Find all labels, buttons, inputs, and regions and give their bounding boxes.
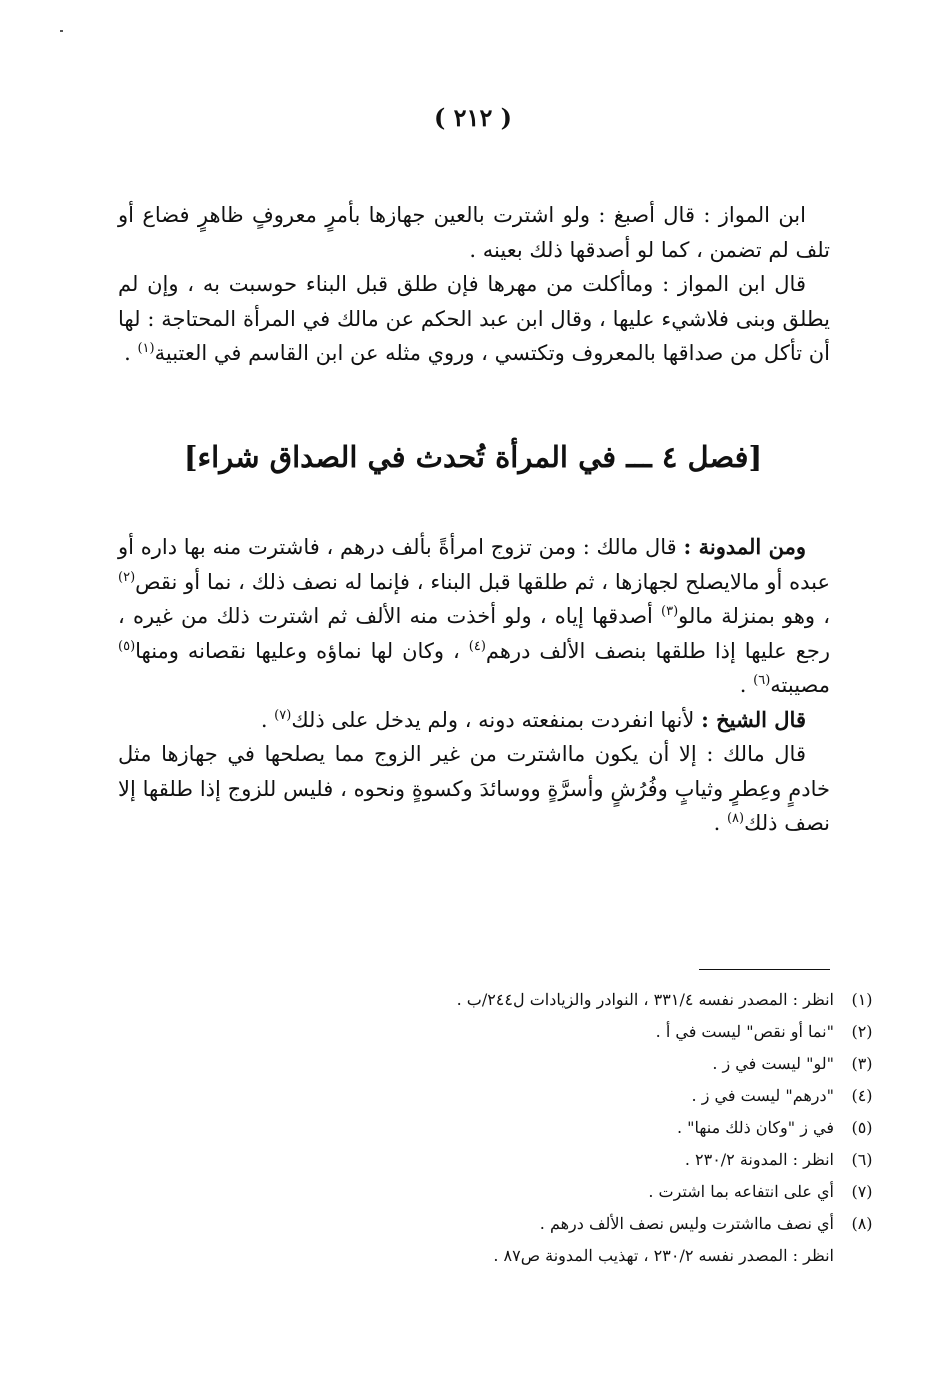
footnote-continuation: انظر : المصدر نفسه ٢٣٠/٢ ، تهذيب المدونة ص٨٧ .	[493, 1246, 834, 1265]
footnote-text: "نما أو نقص" ليست في أ .	[655, 1022, 834, 1041]
body-text: ، وهو بمنزلة مالو	[678, 604, 830, 628]
body-text: .	[713, 811, 727, 835]
footnote-ref-6[interactable]: (٦)	[753, 673, 771, 688]
footnote-number: (٥)	[851, 1118, 873, 1137]
footnote-text: انظر : المصدر نفسه ٣٣١/٤ ، النوادر والزيادات ل٢٤٤/ب .	[456, 990, 834, 1009]
footnote-item	[300, 1208, 890, 1240]
intro-paragraph-2-end: .	[124, 341, 138, 365]
footnote-text: أي نصف مااشترت وليس نصف الألف درهم .	[539, 1214, 834, 1233]
footnote-separator	[699, 969, 830, 970]
body-paragraph-1	[118, 530, 830, 703]
paragraph-lead: قال الشيخ :	[701, 706, 806, 732]
footnote-text: "درهم" ليست في ز .	[691, 1086, 834, 1105]
body-text: قال مالك : ومن تزوج امرأةً بألف درهم ، فاشترت منه بها داره أو عبده أو مالايصلح لجهازها ، ثم طلقها قبل البناء ، فإنما له نصف ذلك ، نما أو نقص	[118, 535, 830, 594]
paragraph-lead: ومن المدونة :	[683, 534, 806, 559]
body-text: لأنها انفردت بمنفعته دونه ، ولم يدخل على ذلك	[291, 707, 702, 732]
footnote-number: (٧)	[851, 1182, 873, 1201]
body-text: أصدقها إياه ، ولو أخذت منه الألف ثم اشترت ذلك من غيره ، رجع عليها إذا طلقها بنصف الألف درهم	[118, 604, 830, 663]
footnote-ref-2[interactable]: (٢)	[118, 569, 136, 585]
footnote-item	[300, 1080, 890, 1112]
footnote-number: (١)	[851, 990, 873, 1009]
footnote-text: "لو" ليست في ز .	[712, 1054, 834, 1073]
footnote-item	[300, 1016, 890, 1048]
body-section	[118, 530, 830, 841]
footnote-ref-7[interactable]: (٧)	[274, 707, 292, 723]
body-text: ، وكان لها نماؤه وعليها نقصانه ومنها	[135, 638, 469, 663]
footnote-item	[300, 1112, 890, 1144]
body-paragraph-3	[118, 737, 830, 841]
scan-speck	[60, 30, 63, 32]
intro-paragraph-1: ابن المواز : قال أصبغ : ولو اشترت بالعين جهازها بأمرٍ معروفٍ ظاهرٍ فضاع أو تلف لم تضمن ، كما لو أصدقها ذلك بعينه .	[118, 203, 830, 262]
footnote-number: (٤)	[851, 1086, 873, 1105]
footnote-ref-8[interactable]: (٨)	[726, 811, 745, 826]
intro-paragraph-2	[118, 267, 830, 371]
footnote-number: (٦)	[851, 1150, 873, 1169]
chapter-heading: [فصل ٤ ـــ في المرأة تُحدث في الصداق شراء]	[183, 440, 763, 474]
footnote-number: (٢)	[851, 1022, 873, 1041]
footnote-ref-5[interactable]: (٥)	[118, 638, 136, 654]
body-text: .	[739, 673, 754, 697]
footnote-ref-4[interactable]: (٤)	[468, 638, 486, 654]
footnotes-list	[300, 984, 890, 1272]
footnote-number: (٨)	[851, 1214, 873, 1233]
body-text: .	[260, 707, 275, 732]
footnote-ref-3[interactable]: (٣)	[661, 604, 679, 619]
footnote-item	[300, 1144, 890, 1176]
footnote-text: انظر : المدونة ٢٣٠/٢ .	[684, 1150, 834, 1169]
footnote-item	[300, 984, 890, 1016]
footnote-number: (٣)	[851, 1054, 873, 1073]
footnote-item	[300, 1048, 890, 1080]
body-text: مصيبته	[770, 673, 830, 697]
footnote-item	[300, 1176, 890, 1208]
page-number: ( ٢١٢ )	[433, 103, 513, 132]
body-text: قال مالك : إلا أن يكون مااشترت من غير الزوج مما يصلحها في جهازها مثل خادمٍ وعِطرٍ وثيابٍ وفُرُشٍ وأسرَّةٍ ووسائدَ وكسوةٍ ونحوه ، فليس للزوج إذا طلقها إلا نصف ذلك	[118, 742, 830, 835]
intro-section	[118, 198, 830, 371]
body-paragraph-2	[118, 703, 830, 738]
footnote-text: أي على انتفاعه بما اشترت .	[648, 1182, 834, 1201]
footnote-text: في ز "وكان ذلك منها" .	[676, 1118, 834, 1137]
footnote-ref-1[interactable]: (١)	[137, 341, 155, 356]
intro-paragraph-2-text: قال ابن المواز : وماأكلت من مهرها فإن طلق قبل البناء حوسبت به ، وإن لم يطلق وبنى فلاشيء عليها ، وقال ابن عبد الحكم عن مالك في المرأة المحتاجة : لها أن تأكل من صداقها بالمعروف وتكتسي ، وروي مثله عن ابن القاسم في العتبية	[118, 272, 830, 365]
